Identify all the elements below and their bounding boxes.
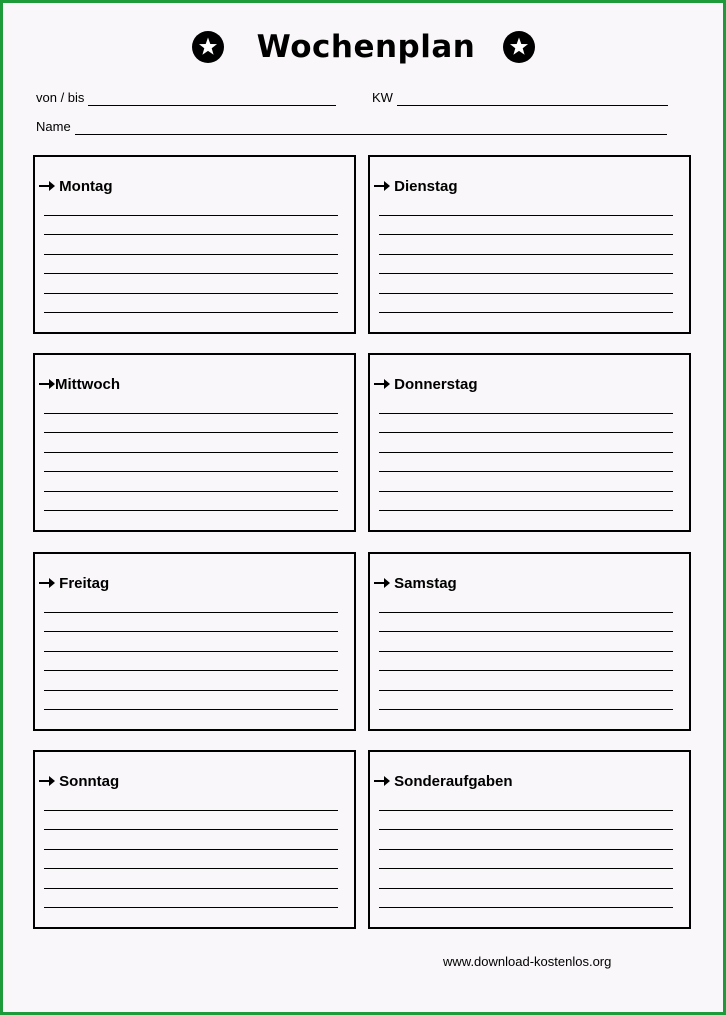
day-heading-special-tasks [374,773,513,791]
week-number-label: KW [372,90,393,105]
day-box-thursday [368,353,691,532]
day-label: Montag [59,178,113,195]
day-label: Mittwoch [55,376,120,393]
writing-line[interactable] [44,868,338,869]
right-arrow-icon [374,378,390,390]
writing-line[interactable] [379,612,673,613]
writing-line[interactable] [44,849,338,850]
writing-line[interactable] [44,651,338,652]
writing-line[interactable] [379,709,673,710]
writing-line[interactable] [379,234,673,235]
writing-line[interactable] [44,215,338,216]
day-heading-tuesday [374,178,458,196]
page-title: Wochenplan [256,29,476,65]
right-arrow-icon [374,577,390,589]
day-heading-friday [39,575,109,593]
day-heading-wednesday [39,376,120,394]
writing-line[interactable] [379,312,673,313]
day-label: Sonntag [59,773,120,790]
day-label: Sonderaufgaben [394,773,513,790]
writing-line[interactable] [379,293,673,294]
writing-line[interactable] [44,670,338,671]
day-label: Freitag [59,575,110,592]
date-range-line[interactable] [88,93,336,106]
writing-line[interactable] [379,631,673,632]
writing-line[interactable] [44,452,338,453]
writing-line[interactable] [379,651,673,652]
writing-line[interactable] [44,709,338,710]
writing-line[interactable] [44,273,338,274]
writing-line[interactable] [379,690,673,691]
writing-line[interactable] [44,612,338,613]
day-heading-saturday [374,575,457,593]
writing-line[interactable] [379,413,673,414]
day-heading-sunday [39,773,119,791]
day-heading-monday [39,178,113,196]
day-label: Dienstag [394,178,458,195]
writing-line[interactable] [44,234,338,235]
writing-line[interactable] [44,631,338,632]
writing-line[interactable] [379,452,673,453]
writing-line[interactable] [379,868,673,869]
writing-line[interactable] [44,907,338,908]
writing-line[interactable] [44,432,338,433]
writing-line[interactable] [379,829,673,830]
writing-line[interactable] [44,810,338,811]
day-box-wednesday [33,353,356,532]
writing-line[interactable] [44,888,338,889]
right-arrow-icon [39,378,55,390]
writing-line[interactable] [379,215,673,216]
writing-line[interactable] [379,254,673,255]
writing-line[interactable] [379,510,673,511]
footer-url[interactable]: www.download-kostenlos.org [443,954,612,969]
writing-line[interactable] [379,888,673,889]
writing-line[interactable] [44,690,338,691]
day-box-monday [33,155,356,334]
writing-line[interactable] [379,907,673,908]
name-line[interactable] [75,122,667,135]
day-box-saturday [368,552,691,731]
week-number-line[interactable] [397,93,668,106]
writing-line[interactable] [44,293,338,294]
date-range-label: von / bis [36,90,85,105]
right-arrow-icon [39,775,55,787]
day-box-friday [33,552,356,731]
right-arrow-icon [39,577,55,589]
name-field[interactable] [36,119,667,135]
day-box-special-tasks [368,750,691,929]
writing-line[interactable] [44,829,338,830]
writing-line[interactable] [44,312,338,313]
star-icon-right [503,31,535,63]
writing-line[interactable] [44,471,338,472]
week-number-field[interactable] [372,90,668,106]
date-range-field[interactable] [36,90,336,106]
writing-line[interactable] [379,810,673,811]
writing-line[interactable] [379,471,673,472]
name-label: Name [36,119,71,134]
writing-line[interactable] [379,670,673,671]
day-box-sunday [33,750,356,929]
writing-line[interactable] [44,254,338,255]
day-heading-thursday [374,376,478,394]
right-arrow-icon [374,775,390,787]
writing-line[interactable] [379,849,673,850]
writing-line[interactable] [44,510,338,511]
writing-line[interactable] [44,491,338,492]
writing-line[interactable] [379,273,673,274]
right-arrow-icon [374,180,390,192]
day-label: Samstag [394,575,457,592]
day-label: Donnerstag [394,376,478,393]
writing-line[interactable] [379,491,673,492]
writing-line[interactable] [379,432,673,433]
right-arrow-icon [39,180,55,192]
day-box-tuesday [368,155,691,334]
writing-line[interactable] [44,413,338,414]
